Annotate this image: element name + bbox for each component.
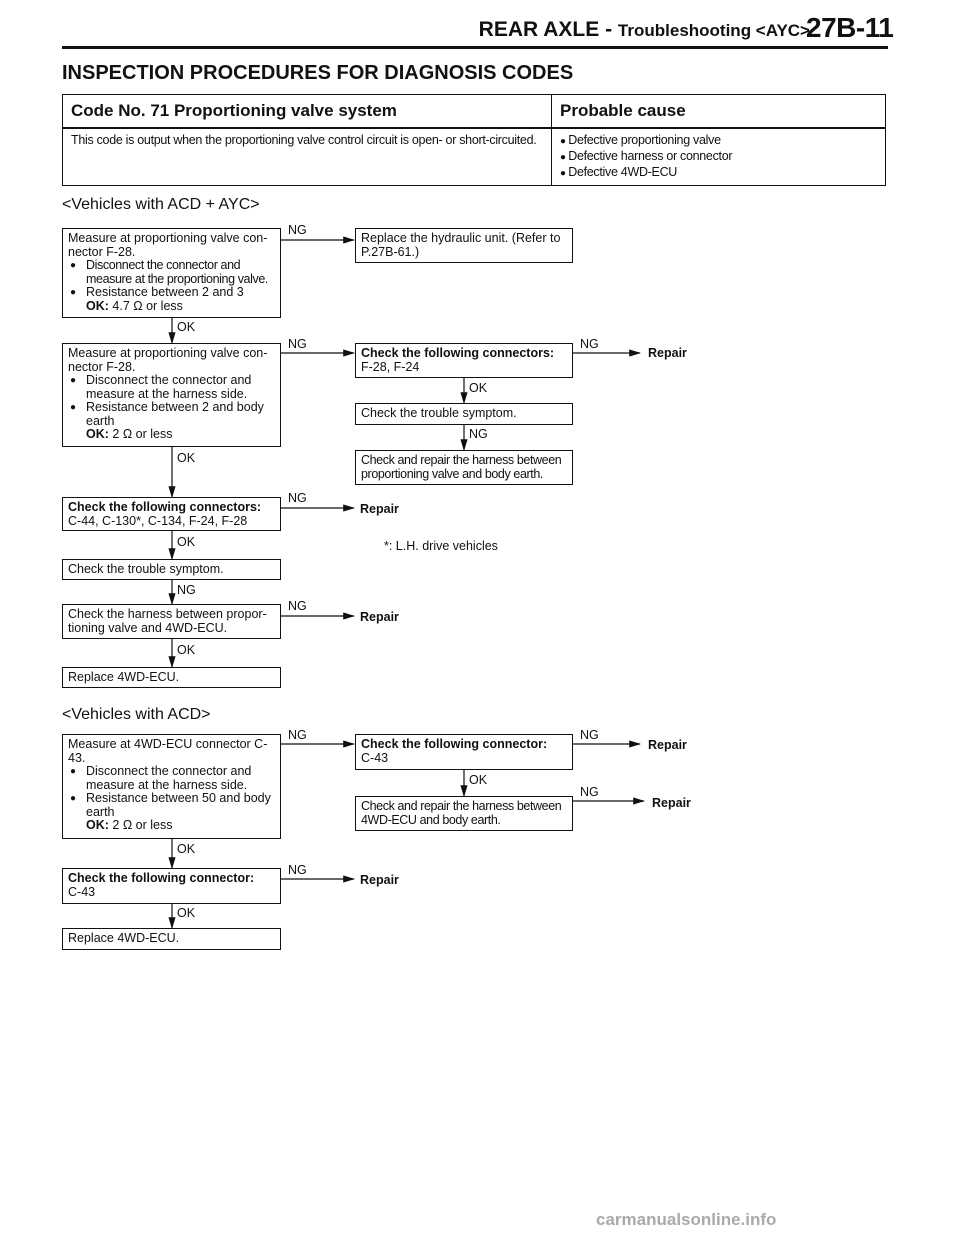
ok-label: OK <box>177 320 196 334</box>
step-text: Measure at proportioning valve con-nector F-28. <box>68 231 268 259</box>
flow2-check-connector-c43-b <box>62 868 281 904</box>
flow1-replace-hydraulic: Replace the hydraulic unit. (Refer to P.27B-61.) <box>355 228 573 263</box>
cause-item: ● Defective 4WD-ECU <box>560 165 877 181</box>
footer-watermark: carmanualsonline.info <box>596 1210 777 1229</box>
ng-label: NG <box>580 728 599 742</box>
flow1-check-symptom-b: Check the trouble symptom. <box>62 559 281 580</box>
step-bullets <box>68 765 275 819</box>
step-bullet: ● Disconnect the connector and measure at the harness side. <box>86 374 275 401</box>
ok-label: OK <box>177 535 196 549</box>
step-value: C-44, C-130*, C-134, F-24, F-28 <box>68 513 248 528</box>
step-ok-line <box>68 300 275 314</box>
ok-label: OK <box>177 451 196 465</box>
step-value: C-43 <box>68 884 96 899</box>
step-bullets <box>68 374 275 428</box>
repair-label: Repair <box>360 502 399 516</box>
ng-label: NG <box>288 728 307 742</box>
flow2-replace-ecu: Replace 4WD-ECU. <box>62 928 281 950</box>
ok-value: 4.7 Ω or less <box>112 298 183 313</box>
flow1-check-symptom-a: Check the trouble symptom. <box>355 403 573 425</box>
cause-item: ● Defective proportioning valve <box>560 133 877 149</box>
header-title-sub: Troubleshooting <AYC> <box>617 21 810 40</box>
ng-label: NG <box>580 785 599 799</box>
flow2-step-measure-ecu <box>62 734 281 839</box>
repair-label: Repair <box>648 346 687 360</box>
flow2-check-connector-c43-a <box>355 734 573 770</box>
page-number: 27B-11 <box>806 12 894 43</box>
step-title: Check the following connector: <box>361 737 548 751</box>
section-title: INSPECTION PROCEDURES FOR DIAGNOSIS CODES <box>62 62 574 84</box>
repair-label: Repair <box>360 610 399 624</box>
ok-label: OK <box>177 842 196 856</box>
repair-label: Repair <box>648 738 687 752</box>
ok-label: OK: <box>86 818 109 832</box>
ng-label: NG <box>288 337 307 351</box>
footnote: *: L.H. drive vehicles <box>384 539 498 553</box>
code-description: This code is output when the proportioning valve control circuit is open- or short-circuited. <box>63 128 552 186</box>
ng-label: NG <box>580 337 599 351</box>
ng-label: NG <box>177 583 196 597</box>
ng-label: NG <box>288 863 307 877</box>
repair-label: Repair <box>652 796 691 810</box>
ng-label: NG <box>288 491 307 505</box>
step-value: C-43 <box>361 750 389 765</box>
step-title: Check the following connectors: <box>361 346 555 360</box>
flow1-check-harness-ecu: Check the harness between propor-tioning valve and 4WD-ECU. <box>62 604 281 639</box>
repair-label: Repair <box>360 873 399 887</box>
step-bullet: ● Resistance between 50 and body earth <box>86 792 275 819</box>
code-header: Code No. 71 Proportioning valve system <box>63 95 552 129</box>
step-bullet: ● Disconnect the connector and measure at the proportioning valve. <box>86 259 275 286</box>
flow1-replace-ecu: Replace 4WD-ECU. <box>62 667 281 688</box>
flow2-repair-harness-earth: Check and repair the harness between 4WD-ECU and body earth. <box>355 796 573 831</box>
ok-label: OK <box>177 643 196 657</box>
flow1-step-measure-valve <box>62 228 281 318</box>
ng-label: NG <box>288 599 307 613</box>
ok-label: OK <box>469 773 488 787</box>
flow1-check-connectors-f28 <box>355 343 573 378</box>
flow2-heading: <Vehicles with ACD> <box>62 706 211 723</box>
step-title: Check the following connectors: <box>68 500 262 514</box>
step-title: Check the following connector: <box>68 871 255 885</box>
flow1-step-measure-harness <box>62 343 281 447</box>
step-text: Measure at proportioning valve con-nector F-28. <box>68 346 268 374</box>
ok-label: OK <box>177 906 196 920</box>
step-value: F-28, F-24 <box>361 359 420 374</box>
step-ok-line <box>68 819 275 833</box>
flow1-heading: <Vehicles with ACD + AYC> <box>62 196 260 213</box>
ng-label: NG <box>469 427 488 441</box>
step-bullet: ● Resistance between 2 and body earth <box>86 401 275 428</box>
step-bullet: ● Resistance between 2 and 3 <box>86 286 275 300</box>
ok-value: 2 Ω or less <box>112 427 173 441</box>
flow1-repair-harness-earth: Check and repair the harness between proportioning valve and body earth. <box>355 450 573 485</box>
step-text: Measure at 4WD-ECU connector C-43. <box>68 737 268 765</box>
step-bullets <box>68 259 275 300</box>
flow1-check-connectors-c44 <box>62 497 281 531</box>
step-ok-line <box>68 428 275 442</box>
ok-label: OK <box>469 381 488 395</box>
step-bullet: ● Disconnect the connector and measure at the harness side. <box>86 765 275 792</box>
header-title-main: REAR AXLE - <box>478 18 613 41</box>
ng-label: NG <box>288 223 307 237</box>
ok-label: OK: <box>86 427 109 441</box>
cause-header: Probable cause <box>552 95 886 129</box>
ok-label: OK: <box>86 298 109 313</box>
ok-value: 2 Ω or less <box>112 818 173 832</box>
cause-item: ● Defective harness or connector <box>560 149 877 165</box>
